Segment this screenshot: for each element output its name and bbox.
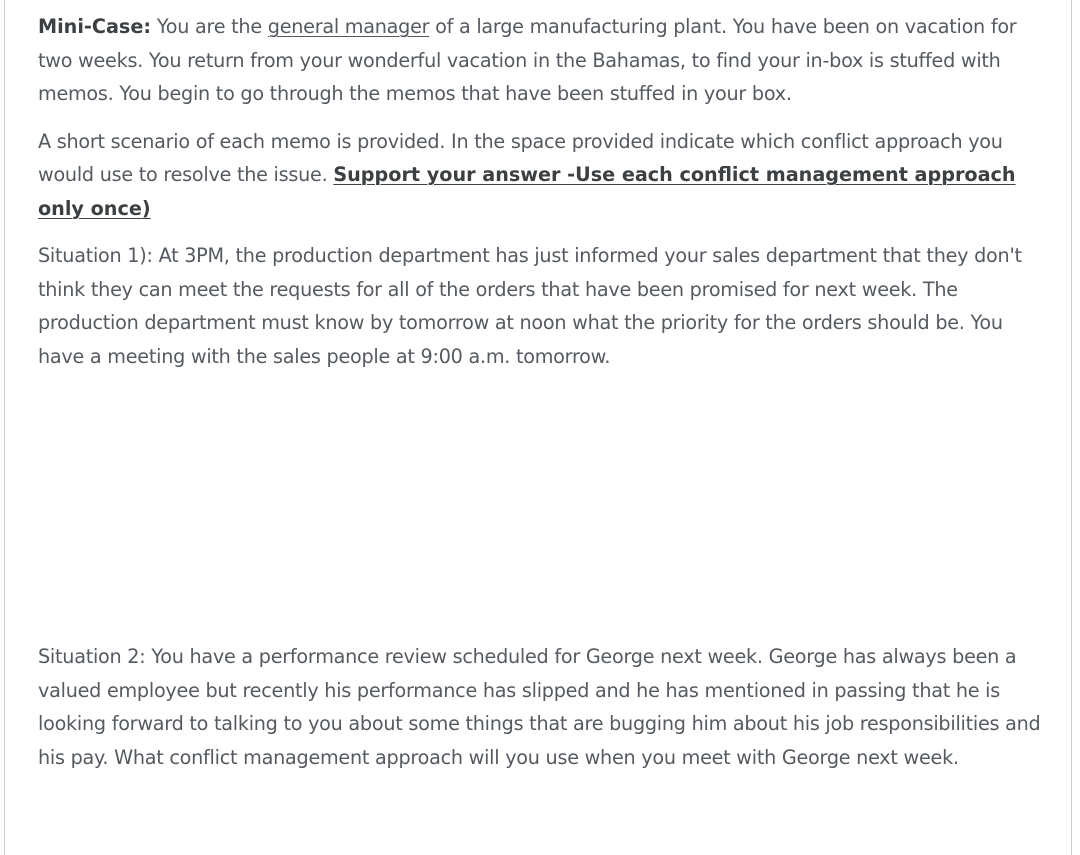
- general-manager-underlined: general manager: [267, 15, 430, 38]
- document-frame: [4, 0, 1072, 855]
- instructions-paragraph: [38, 125, 1043, 226]
- situation-1-paragraph: Situation 1): At 3PM, the production department has just informed your sales department that they don't think they can meet the requests for all of the orders that have been promised for next week. The production department must know by tomorrow at noon what the priority for the orders should be. You have a meeting with the sales people at 9:00 a.m. tomorrow.: [38, 244, 1022, 368]
- mini-case-label: Mini-Case:: [38, 15, 152, 38]
- situation-2-paragraph: Situation 2: You have a performance review scheduled for George next week. George has always been a valued employee but recently his performance has slipped and he has mentioned in passing that he is looking forward to talking to you about some things that are bugging him about his job responsibilities and his pay. What conflict management approach will you use when you meet with George next week.: [38, 645, 1041, 769]
- mini-case-text-start: You are the: [151, 15, 268, 38]
- document-content: [38, 10, 1043, 774]
- mini-case-paragraph: [38, 10, 1043, 111]
- instructions-emphasis: Support your answer -Use each conflict management approach only once): [38, 163, 1016, 220]
- mini-case-text-rest: of a large manufacturing plant. You have been on vacation for two weeks. You return from your wonderful vacation in the Bahamas, to find your in-box is stuffed with memos. You begin to go through the memos that have been stuffed in your box.: [38, 15, 1017, 105]
- instructions-text: A short scenario of each memo is provided. In the space provided indicate which conflict approach you would use to resolve the issue.: [38, 129, 1003, 186]
